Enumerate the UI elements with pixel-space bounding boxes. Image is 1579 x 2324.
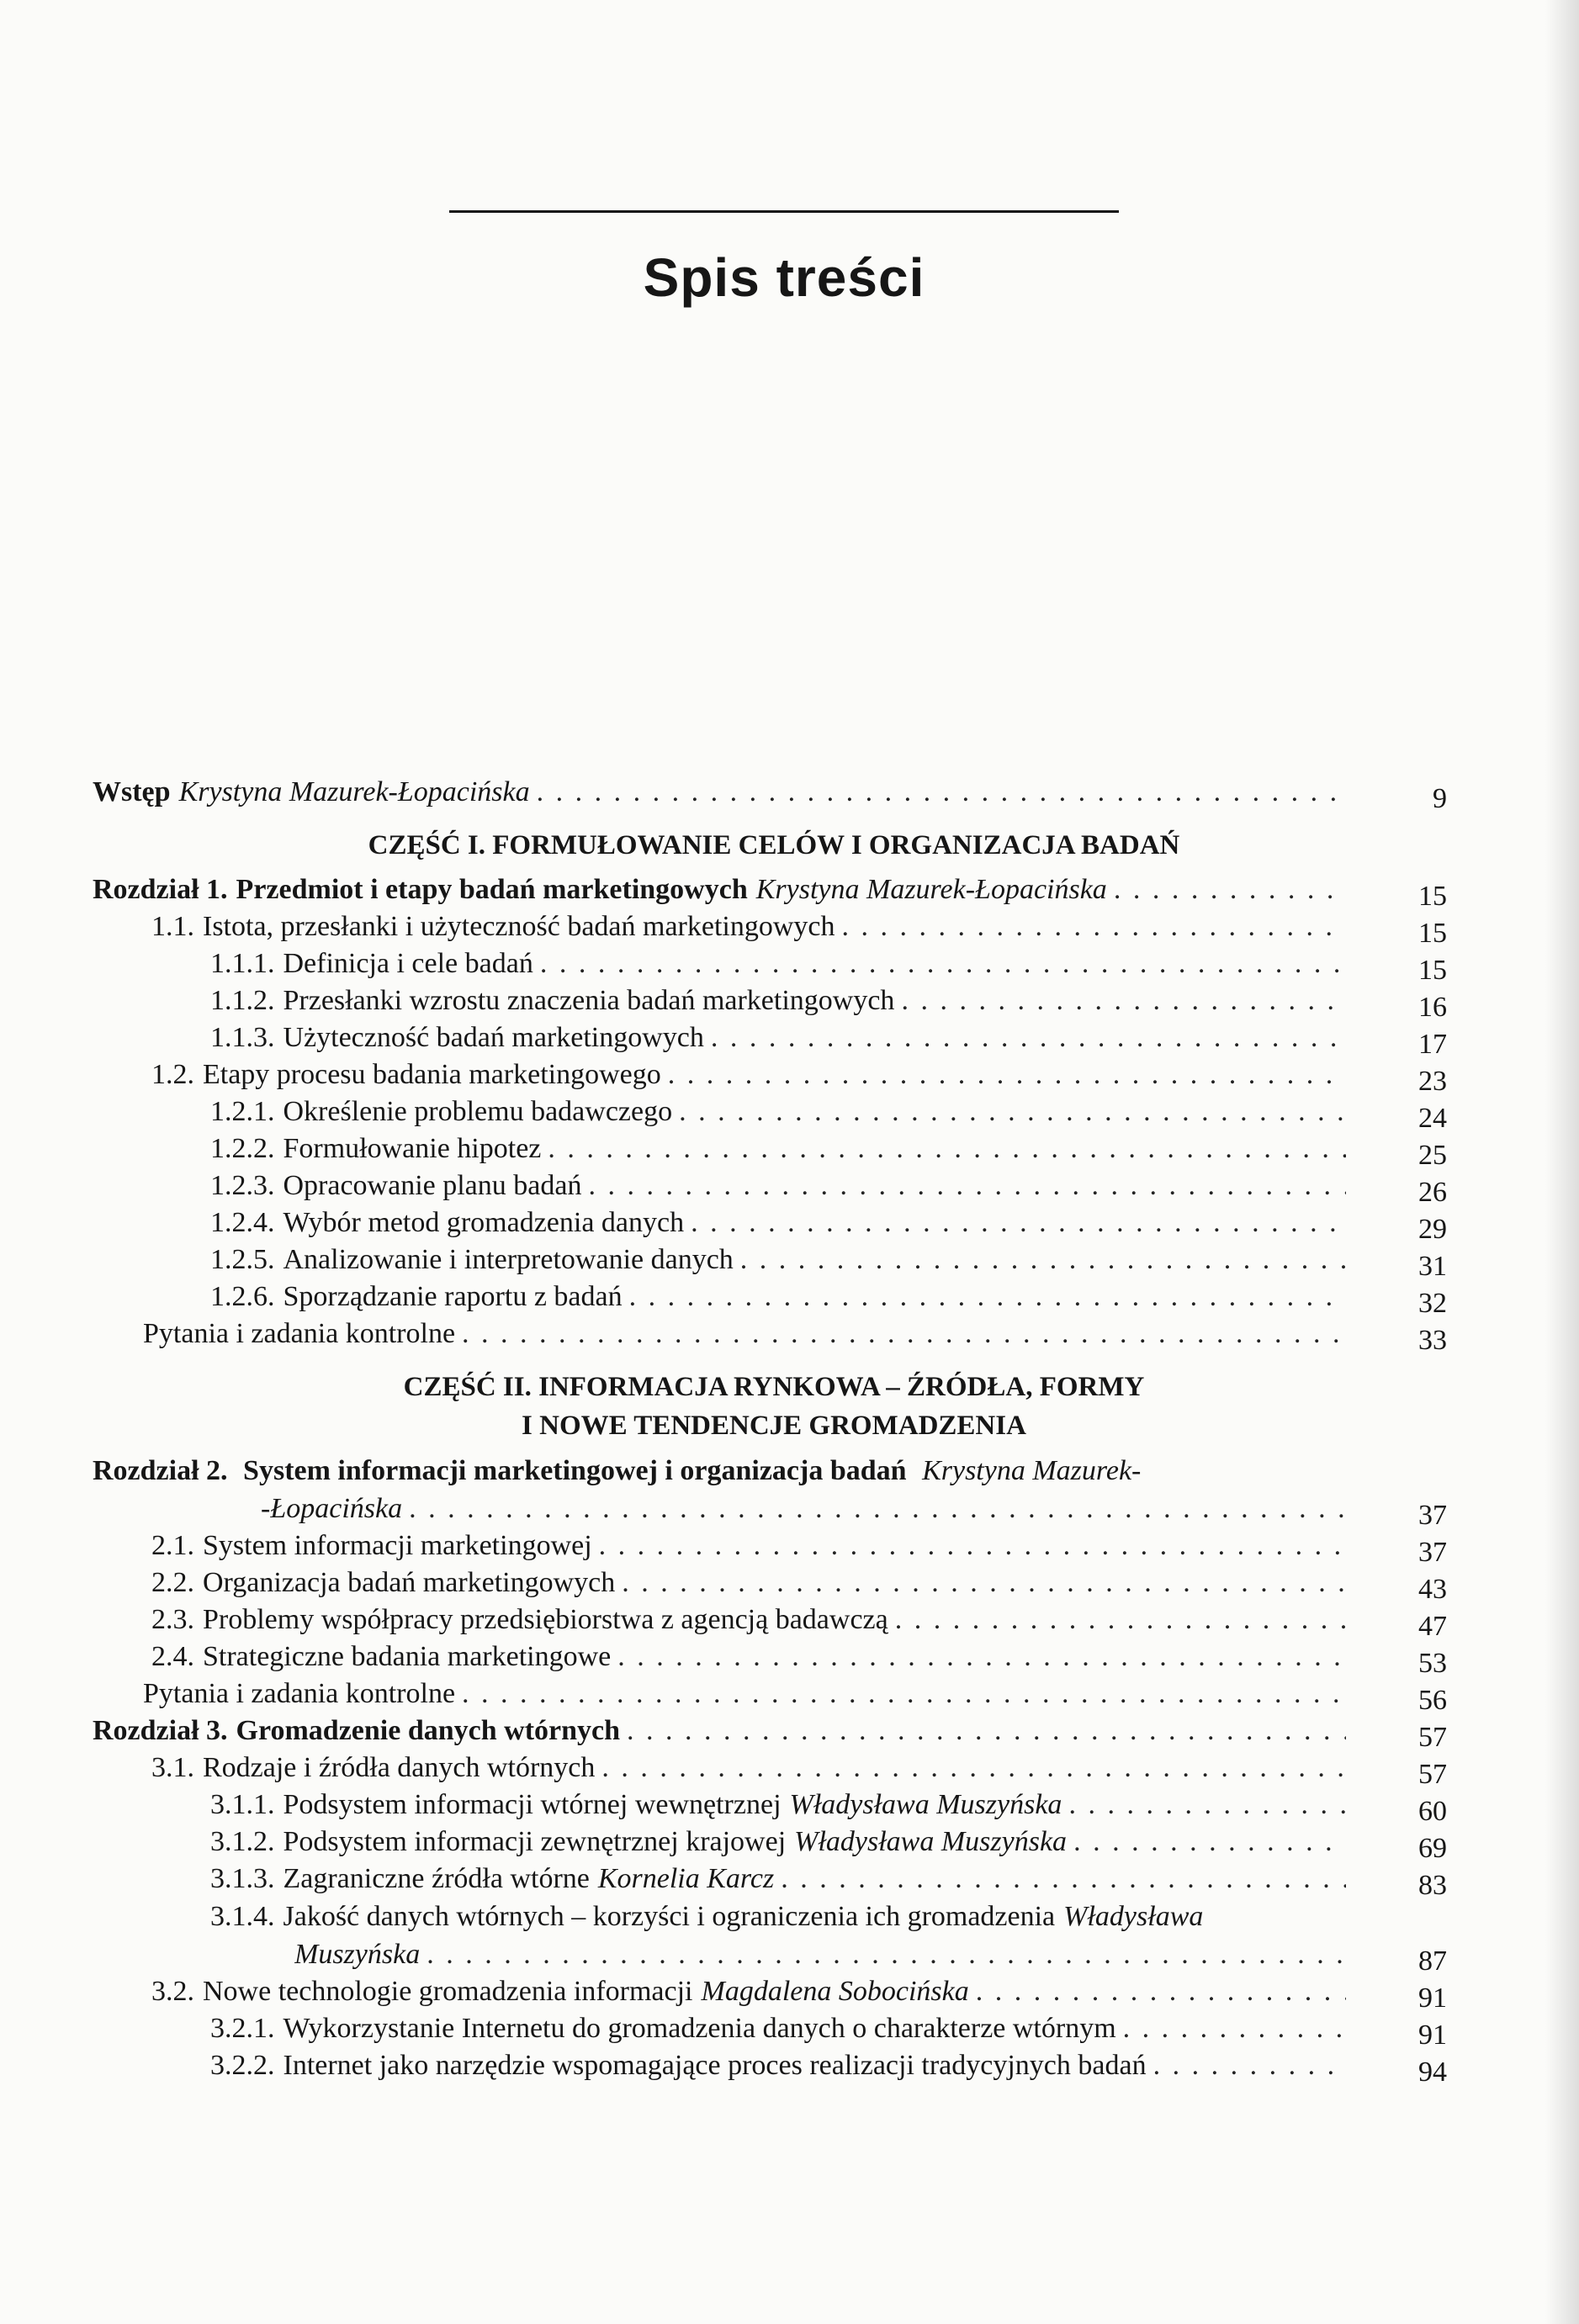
chapter-title: Gromadzenie danych wtórnych — [236, 1715, 621, 1746]
page-number: 47 — [1418, 1611, 1447, 1642]
toc-entry: 3.1.3. Zagraniczne źródła wtórne Kornelia Karcz . . . 83 — [93, 1861, 1455, 1898]
entry-author: Kornelia Karcz — [597, 1863, 775, 1894]
leader-dots — [711, 1019, 1346, 1056]
leader-dots — [1114, 871, 1346, 908]
toc-entry: 3.1. Rodzaje i źródła danych wtórnych . . . 57 — [93, 1750, 1455, 1787]
leader-dots — [617, 1638, 1346, 1676]
toc-entry-chapter-2-cont — [93, 1490, 1455, 1531]
page-number: 37 — [1418, 1537, 1447, 1568]
page-number: 69 — [1418, 1833, 1447, 1864]
toc-entry: 1.2.4. Wybór metod gromadzenia danych . . . 29 — [93, 1204, 1455, 1241]
toc-entry: 3.2.2. Internet jako narzędzie wspomagające proces realizacji tradycyjnych badań . . . 94 — [93, 2047, 1455, 2084]
page-number: 9 — [1433, 783, 1447, 814]
toc-entry: 3.1.4. Jakość danych wtórnych – korzyści i ograniczenia ich gromadzenia Władysława — [210, 1901, 1204, 1932]
toc-entry: 1.2.5. Analizowanie i interpretowanie danych . . . 31 — [93, 1241, 1455, 1278]
page-number: 29 — [1418, 1214, 1447, 1245]
table-of-contents — [93, 774, 1455, 2088]
toc-entry: 1.2.3. Opracowanie planu badań . . . 26 — [93, 1167, 1455, 1204]
leader-dots — [895, 1601, 1346, 1638]
toc-entry: 3.1.1. Podsystem informacji wtórnej wewnętrznej Władysława Muszyńska . . . 60 — [93, 1787, 1455, 1824]
leader-dots — [427, 1936, 1346, 1973]
leader-dots — [537, 774, 1346, 811]
page-number: 87 — [1418, 1945, 1447, 1977]
leader-dots — [679, 1093, 1346, 1130]
leader-dots — [668, 1056, 1346, 1093]
toc-entry: 2.4. Strategiczne badania marketingowe . . . 53 — [93, 1638, 1455, 1676]
toc-entry: 1.1.2. Przesłanki wzrostu znaczenia badań marketingowych . . . 16 — [93, 982, 1455, 1019]
toc-entry: 3.2.1. Wykorzystanie Internetu do gromadzenia danych o charakterze wtórnym . . . 91 — [93, 2010, 1455, 2047]
leader-dots — [842, 908, 1346, 945]
page-number: 91 — [1418, 1983, 1447, 2014]
page-number: 33 — [1418, 1325, 1447, 1356]
page-number: 43 — [1418, 1574, 1447, 1605]
toc-entry: 1.2.1. Określenie problemu badawczego . . . 24 — [93, 1093, 1455, 1130]
page-number: 16 — [1418, 992, 1447, 1023]
toc-entry: 1.2.2. Formułowanie hipotez . . . 25 — [93, 1130, 1455, 1167]
leader-dots — [1153, 2047, 1346, 2084]
leader-dots — [1068, 1787, 1346, 1824]
toc-entry: 2.1. System informacji marketingowej . . . 37 — [93, 1527, 1455, 1564]
leader-dots — [976, 1973, 1346, 2010]
page-number: 94 — [1418, 2057, 1447, 2088]
leader-dots — [601, 1750, 1346, 1787]
chapter-label: Rozdział 2. — [93, 1455, 228, 1486]
page-number: 17 — [1418, 1029, 1447, 1060]
entry-author: Muszyńska — [294, 1939, 421, 1970]
page-number: 23 — [1418, 1066, 1447, 1097]
leader-dots — [781, 1861, 1346, 1898]
toc-entry: 1.2. Etapy procesu badania marketingowego . . . 23 — [93, 1056, 1455, 1093]
leader-dots — [901, 982, 1346, 1019]
leader-dots — [409, 1490, 1346, 1527]
page-number: 26 — [1418, 1177, 1447, 1208]
page-number: 53 — [1418, 1648, 1447, 1679]
leader-dots — [548, 1130, 1346, 1167]
page-number: 60 — [1418, 1796, 1447, 1827]
leader-dots — [1123, 2010, 1346, 2047]
part-2-heading: CZĘŚĆ II. INFORMACJA RYNKOWA – ŹRÓDŁA, FORMY I NOWE TENDENCJE GROMADZENIA — [403, 1372, 1145, 1441]
page-number: 31 — [1418, 1251, 1447, 1282]
toc-entry: 2.3. Problemy współpracy przedsiębiorstwa z agencją badawczą . . . 47 — [93, 1601, 1455, 1638]
page-number: 57 — [1418, 1722, 1447, 1753]
leader-dots — [740, 1241, 1346, 1278]
leader-dots — [691, 1204, 1346, 1241]
entry-label: Wstęp — [93, 776, 171, 807]
chapter-label: Rozdział 1. — [93, 874, 228, 905]
page-title: Spis treści — [643, 247, 925, 308]
page-number: 32 — [1418, 1288, 1447, 1319]
leader-dots — [629, 1278, 1346, 1316]
toc-entry-chapter-1 — [93, 871, 1455, 912]
entry-author: Władysława Muszyńska — [794, 1826, 1068, 1857]
page-number: 37 — [1418, 1500, 1447, 1531]
entry-author: -Łopacińska — [261, 1493, 403, 1524]
leader-dots — [599, 1527, 1346, 1564]
toc-entry-intro — [93, 774, 1455, 814]
entry-author: Magdalena Sobocińska — [701, 1976, 969, 2007]
page-edge-shadow — [1545, 0, 1579, 2324]
toc-entry: 3.2. Nowe technologie gromadzenia informacji Magdalena Sobocińska . . . 91 — [93, 1973, 1455, 2010]
entry-author: Władysława — [1063, 1901, 1204, 1932]
leader-dots — [1073, 1824, 1346, 1861]
toc-entry-cont — [93, 1936, 1455, 1977]
leader-dots — [540, 945, 1346, 982]
toc-entry-chapter-3 — [93, 1713, 1455, 1753]
leader-dots — [462, 1676, 1346, 1713]
leader-dots — [462, 1316, 1346, 1353]
page-number: 91 — [1418, 2020, 1447, 2051]
entry-author: Krystyna Mazurek-Łopacińska — [755, 874, 1107, 905]
entry-author: Władysława Muszyńska — [789, 1789, 1062, 1820]
toc-entry: 1.1.1. Definicja i cele badań . . . 15 — [93, 945, 1455, 982]
page-number: 56 — [1418, 1685, 1447, 1716]
entry-author: Krystyna Mazurek-Łopacińska — [178, 776, 530, 807]
page-number: 83 — [1418, 1870, 1447, 1901]
chapter-title: System informacji marketingowej i organizacja badań — [243, 1455, 907, 1486]
toc-entry-chapter-2 — [93, 1452, 1455, 1490]
toc-entry: 1.1. Istota, przesłanki i użyteczność badań marketingowych . . . 15 — [93, 908, 1455, 945]
toc-entry: 1.1.3. Użyteczność badań marketingowych . . . 17 — [93, 1019, 1455, 1056]
toc-entry: 1.2.6. Sporządzanie raportu z badań . . . 32 — [93, 1278, 1455, 1316]
toc-entry: 2.2. Organizacja badań marketingowych . . . 43 — [93, 1564, 1455, 1601]
leader-dots — [627, 1713, 1346, 1750]
page-number: 15 — [1418, 881, 1447, 912]
chapter-title: Przedmiot i etapy badań marketingowych — [236, 874, 748, 905]
title-rule — [449, 210, 1119, 213]
part-1-heading: CZĘŚĆ I. FORMUŁOWANIE CELÓW I ORGANIZACJA BADAŃ — [368, 830, 1180, 860]
entry-author: Krystyna Mazurek- — [922, 1455, 1142, 1486]
page-number: 24 — [1418, 1103, 1447, 1134]
leader-dots — [622, 1564, 1346, 1601]
toc-entry-questions: Pytania i zadania kontrolne . . . 56 — [93, 1676, 1455, 1713]
chapter-label: Rozdział 3. — [93, 1715, 228, 1746]
page-number: 57 — [1418, 1759, 1447, 1790]
leader-dots — [588, 1167, 1346, 1204]
page-number: 15 — [1418, 955, 1447, 986]
toc-entry-questions: Pytania i zadania kontrolne . . . 33 — [93, 1316, 1455, 1353]
page-number: 25 — [1418, 1140, 1447, 1171]
page-number: 15 — [1418, 918, 1447, 949]
toc-entry: 3.1.2. Podsystem informacji zewnętrznej krajowej Władysława Muszyńska . . . 69 — [93, 1824, 1455, 1861]
